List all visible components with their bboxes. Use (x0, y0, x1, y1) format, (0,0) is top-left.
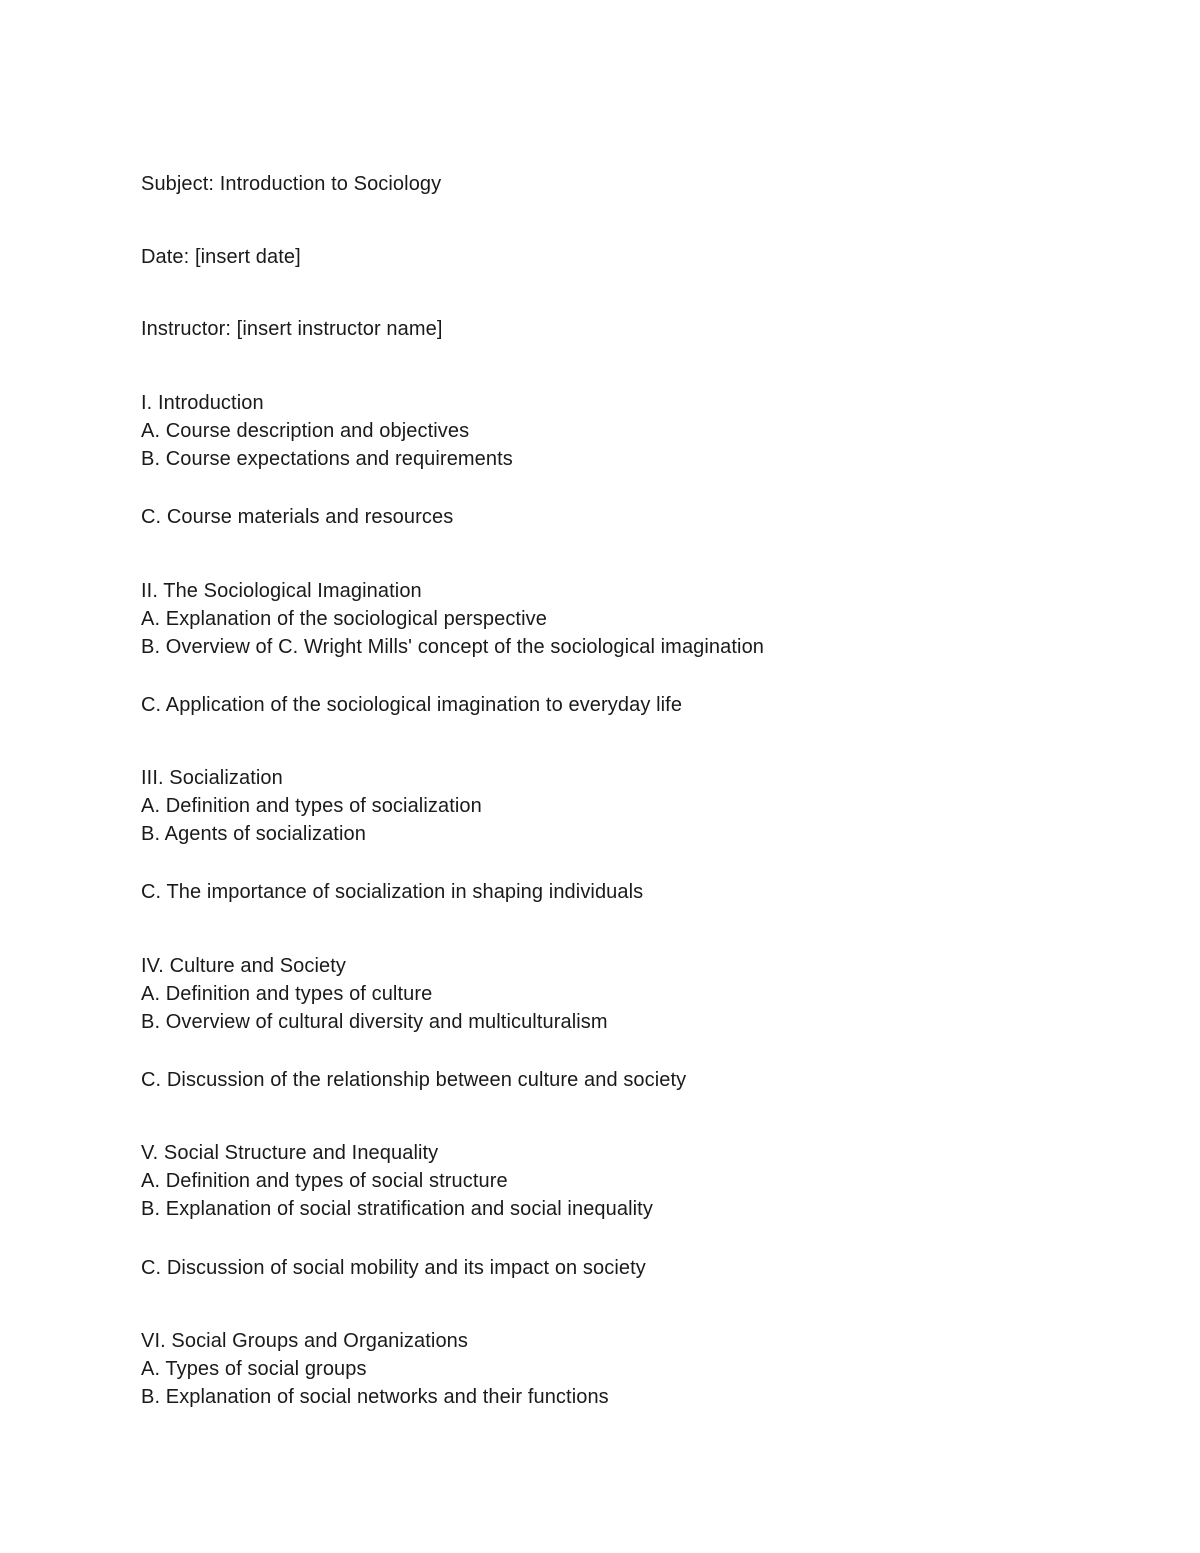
section-heading: V. Social Structure and Inequality (141, 1142, 439, 1164)
outline-item: A. Definition and types of social structure (141, 1170, 508, 1192)
outline-item: C. Discussion of social mobility and its impact on society (141, 1257, 646, 1279)
section-heading: I. Introduction (141, 392, 264, 414)
outline-item: B. Agents of socialization (141, 823, 366, 845)
subject-line: Subject: Introduction to Sociology (141, 173, 442, 195)
section-heading: II. The Sociological Imagination (141, 580, 422, 602)
outline-item: B. Explanation of social stratification and social inequality (141, 1198, 653, 1220)
section-heading: III. Socialization (141, 767, 283, 789)
outline-item: A. Types of social groups (141, 1358, 367, 1380)
outline-item: B. Explanation of social networks and their functions (141, 1386, 609, 1408)
date-line: Date: [insert date] (141, 246, 301, 268)
outline-item: A. Definition and types of culture (141, 983, 433, 1005)
outline-item: A. Explanation of the sociological perspective (141, 608, 547, 630)
section-heading: IV. Culture and Society (141, 955, 347, 977)
outline-item: C. Course materials and resources (141, 506, 454, 528)
outline-item: C. Discussion of the relationship between culture and society (141, 1069, 687, 1091)
outline-item: B. Overview of cultural diversity and multiculturalism (141, 1011, 608, 1033)
outline-item: B. Course expectations and requirements (141, 448, 513, 470)
section-heading: VI. Social Groups and Organizations (141, 1330, 469, 1352)
outline-item: C. Application of the sociological imagination to everyday life (141, 694, 683, 716)
instructor-line: Instructor: [insert instructor name] (141, 318, 443, 340)
outline-item: A. Course description and objectives (141, 420, 470, 442)
outline-item: A. Definition and types of socialization (141, 795, 482, 817)
outline-item: B. Overview of C. Wright Mills' concept of the sociological imagination (141, 636, 765, 658)
outline-item: C. The importance of socialization in shaping individuals (141, 881, 644, 903)
